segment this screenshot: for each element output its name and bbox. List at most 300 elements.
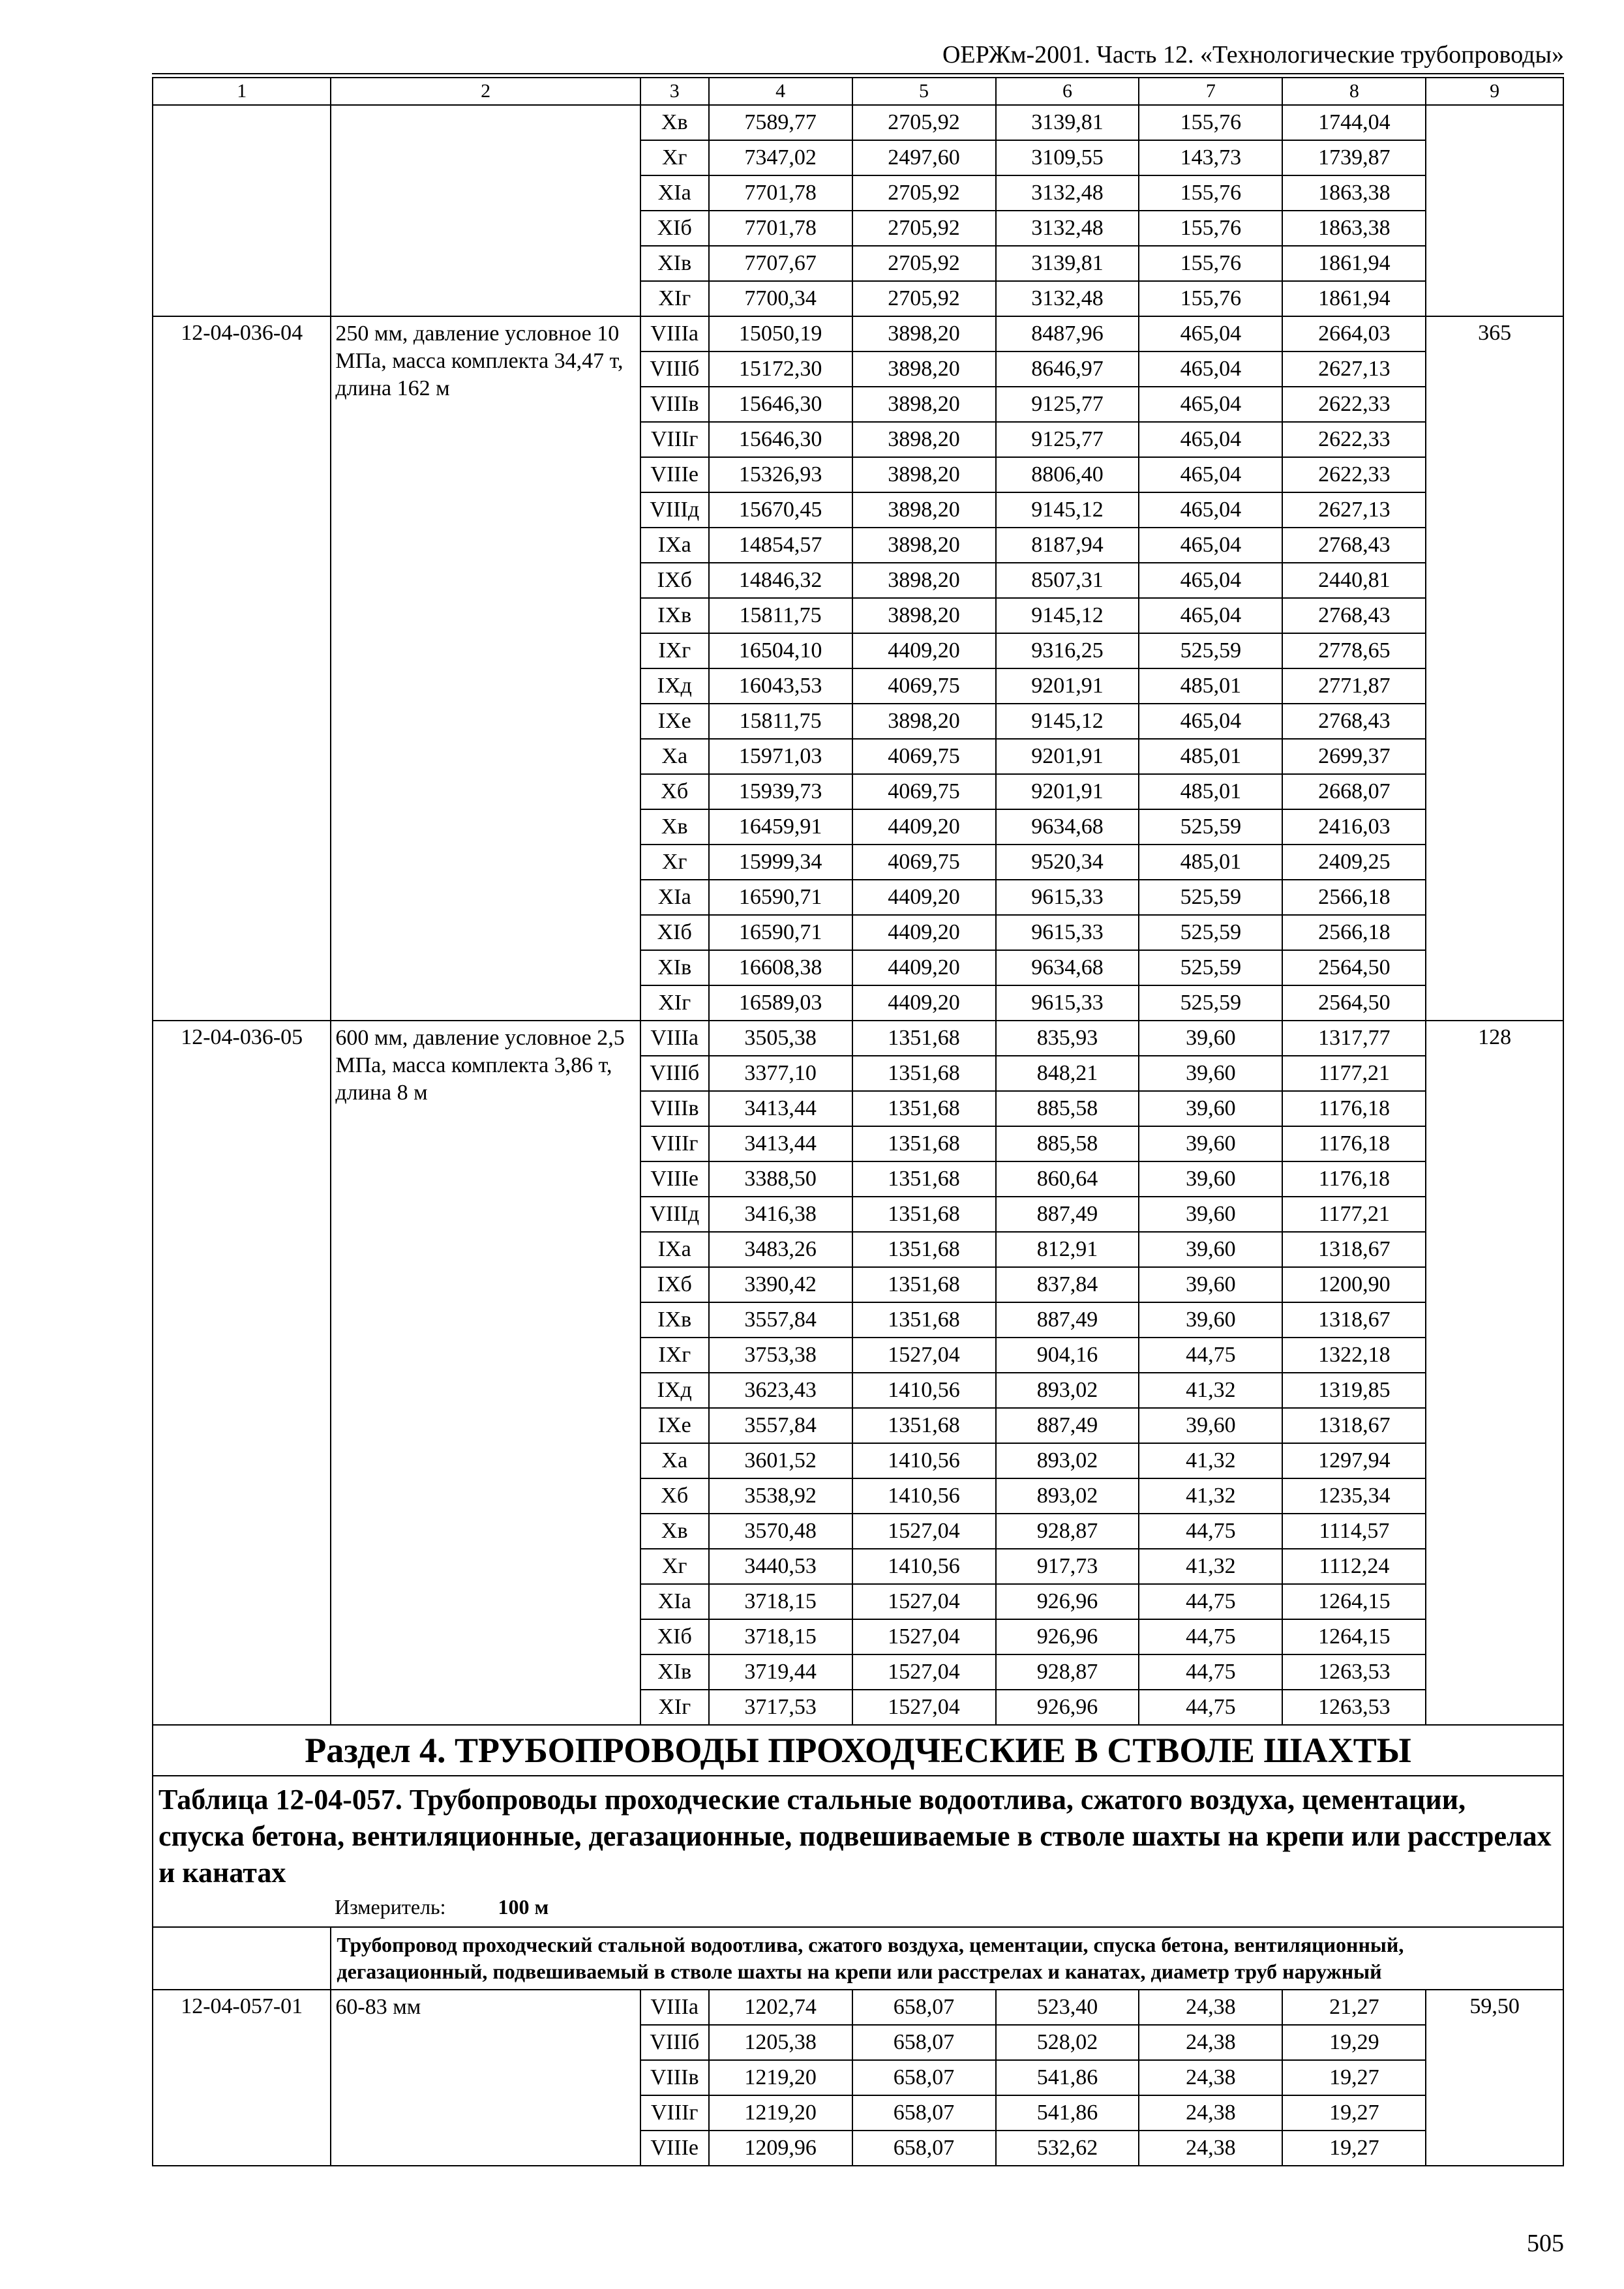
materials-cell: 1264,15: [1282, 1619, 1426, 1654]
wages-cell: 1351,68: [852, 1408, 996, 1443]
materials-cell: 1264,15: [1282, 1584, 1426, 1619]
column-number: 1: [153, 78, 331, 105]
total-cost-cell: 1219,20: [709, 2060, 852, 2095]
machines-cell: 848,21: [996, 1056, 1139, 1091]
machinist-wages-cell: 143,73: [1139, 140, 1282, 175]
machines-cell: 3132,48: [996, 211, 1139, 246]
total-cost-cell: 3440,53: [709, 1549, 852, 1584]
zone-cell: ХIв: [640, 246, 709, 281]
table-row: [153, 316, 1563, 352]
machinist-wages-cell: 44,75: [1139, 1338, 1282, 1373]
materials-cell: 2699,37: [1282, 739, 1426, 774]
materials-cell: 2668,07: [1282, 774, 1426, 809]
wages-cell: 3898,20: [852, 563, 996, 598]
materials-cell: 1200,90: [1282, 1267, 1426, 1302]
materials-cell: 1176,18: [1282, 1091, 1426, 1126]
machines-cell: 8487,96: [996, 316, 1139, 352]
wages-cell: 658,07: [852, 1990, 996, 2025]
materials-cell: 2622,33: [1282, 422, 1426, 457]
wages-cell: 4409,20: [852, 880, 996, 915]
wages-cell: 3898,20: [852, 387, 996, 422]
machinist-wages-cell: 155,76: [1139, 175, 1282, 211]
machinist-wages-cell: 155,76: [1139, 211, 1282, 246]
zone-cell: IХв: [640, 1302, 709, 1338]
section-row: [153, 1725, 1563, 1776]
machinist-wages-cell: 41,32: [1139, 1373, 1282, 1408]
materials-cell: 2771,87: [1282, 668, 1426, 704]
materials-cell: 2564,50: [1282, 985, 1426, 1021]
machinist-wages-cell: 44,75: [1139, 1514, 1282, 1549]
wages-cell: 2497,60: [852, 140, 996, 175]
total-cost-cell: 15939,73: [709, 774, 852, 809]
description-cell: 60-83 мм: [331, 1990, 640, 2166]
machines-cell: 9615,33: [996, 985, 1139, 1021]
machines-cell: 9316,25: [996, 633, 1139, 668]
machines-cell: 887,49: [996, 1197, 1139, 1232]
wages-cell: 658,07: [852, 2095, 996, 2131]
machinist-wages-cell: 39,60: [1139, 1267, 1282, 1302]
total-cost-cell: 3413,44: [709, 1091, 852, 1126]
table-title-cell: [153, 1776, 1563, 1927]
wages-cell: 4409,20: [852, 950, 996, 985]
machines-cell: 8507,31: [996, 563, 1139, 598]
zone-cell: ХIа: [640, 1584, 709, 1619]
materials-cell: 2564,50: [1282, 950, 1426, 985]
zone-cell: VIIIа: [640, 1021, 709, 1056]
wages-cell: 4409,20: [852, 915, 996, 950]
total-cost-cell: 3557,84: [709, 1302, 852, 1338]
materials-cell: 19,27: [1282, 2060, 1426, 2095]
price-cell: 365: [1426, 316, 1563, 1021]
wages-cell: 4069,75: [852, 739, 996, 774]
price-cell: 59,50: [1426, 1990, 1563, 2166]
section-title: Раздел 4. ТРУБОПРОВОДЫ ПРОХОДЧЕСКИЕ В СТВОЛЕ ШАХТЫ: [153, 1725, 1563, 1776]
zone-cell: VIIIа: [640, 316, 709, 352]
wages-cell: 1351,68: [852, 1267, 996, 1302]
machines-cell: 885,58: [996, 1091, 1139, 1126]
wages-cell: 1410,56: [852, 1443, 996, 1478]
total-cost-cell: 15326,93: [709, 457, 852, 492]
machinist-wages-cell: 39,60: [1139, 1197, 1282, 1232]
machinist-wages-cell: 485,01: [1139, 774, 1282, 809]
wages-cell: 4409,20: [852, 809, 996, 845]
materials-cell: 1297,94: [1282, 1443, 1426, 1478]
materials-cell: 1263,53: [1282, 1690, 1426, 1725]
machines-cell: 3139,81: [996, 246, 1139, 281]
machines-cell: 9201,91: [996, 739, 1139, 774]
wages-cell: 1527,04: [852, 1619, 996, 1654]
zone-cell: ХIв: [640, 950, 709, 985]
machinist-wages-cell: 41,32: [1139, 1549, 1282, 1584]
column-number: 6: [996, 78, 1139, 105]
total-cost-cell: 3483,26: [709, 1232, 852, 1267]
table-row: [153, 1021, 1563, 1056]
machinist-wages-cell: 39,60: [1139, 1021, 1282, 1056]
total-cost-cell: 16043,53: [709, 668, 852, 704]
wages-cell: 4069,75: [852, 668, 996, 704]
machines-cell: 9634,68: [996, 809, 1139, 845]
machines-cell: 917,73: [996, 1549, 1139, 1584]
machines-cell: 860,64: [996, 1161, 1139, 1197]
measure-line: [335, 1894, 1557, 1920]
machinist-wages-cell: 465,04: [1139, 704, 1282, 739]
machinist-wages-cell: 24,38: [1139, 1990, 1282, 2025]
materials-cell: 2622,33: [1282, 457, 1426, 492]
wages-cell: 2705,92: [852, 211, 996, 246]
machines-cell: 893,02: [996, 1373, 1139, 1408]
machinist-wages-cell: 155,76: [1139, 246, 1282, 281]
column-number-row: [153, 78, 1563, 105]
total-cost-cell: 3753,38: [709, 1338, 852, 1373]
total-cost-cell: 16590,71: [709, 880, 852, 915]
wages-cell: 4409,20: [852, 985, 996, 1021]
machinist-wages-cell: 44,75: [1139, 1690, 1282, 1725]
zone-cell: IХе: [640, 704, 709, 739]
wages-cell: 1351,68: [852, 1091, 996, 1126]
total-cost-cell: 3718,15: [709, 1619, 852, 1654]
wages-cell: 1351,68: [852, 1302, 996, 1338]
page-number: 505: [1527, 2230, 1564, 2257]
wages-cell: 1527,04: [852, 1514, 996, 1549]
zone-cell: ХIв: [640, 1654, 709, 1690]
total-cost-cell: 15811,75: [709, 598, 852, 633]
wages-cell: 4069,75: [852, 845, 996, 880]
subheading-text: Трубопровод проходческий стальной водоотлива, сжатого воздуха, цементации, спуска бетона, вентиляционный, дегазационный, подвешиваемый в стволе шахты на крепи или расстрелах и канатах, диаметр труб наружный: [337, 1933, 1404, 1983]
total-cost-cell: 15971,03: [709, 739, 852, 774]
machines-cell: 9201,91: [996, 668, 1139, 704]
zone-cell: IХб: [640, 563, 709, 598]
wages-cell: 3898,20: [852, 598, 996, 633]
machinist-wages-cell: 44,75: [1139, 1619, 1282, 1654]
machinist-wages-cell: 485,01: [1139, 668, 1282, 704]
zone-cell: Хб: [640, 774, 709, 809]
wages-cell: 4409,20: [852, 633, 996, 668]
column-number: 4: [709, 78, 852, 105]
wages-cell: 4069,75: [852, 774, 996, 809]
column-number: 7: [1139, 78, 1282, 105]
wages-cell: 1410,56: [852, 1478, 996, 1514]
materials-cell: 1739,87: [1282, 140, 1426, 175]
code-cell: 12-04-036-04: [153, 316, 331, 1021]
wages-cell: 658,07: [852, 2025, 996, 2060]
materials-cell: 1177,21: [1282, 1056, 1426, 1091]
total-cost-cell: 15646,30: [709, 422, 852, 457]
wages-cell: 1410,56: [852, 1549, 996, 1584]
table-title-row: [153, 1776, 1563, 1927]
total-cost-cell: 1219,20: [709, 2095, 852, 2131]
wages-cell: 1351,68: [852, 1232, 996, 1267]
materials-cell: 2440,81: [1282, 563, 1426, 598]
machinist-wages-cell: 41,32: [1139, 1443, 1282, 1478]
zone-cell: VIIIа: [640, 1990, 709, 2025]
materials-cell: 1318,67: [1282, 1232, 1426, 1267]
column-number: 3: [640, 78, 709, 105]
machines-cell: 9145,12: [996, 704, 1139, 739]
zone-cell: VIIIв: [640, 1091, 709, 1126]
wages-cell: 3898,20: [852, 457, 996, 492]
zone-cell: ХIг: [640, 1690, 709, 1725]
table-body: [153, 78, 1563, 2166]
zone-cell: Хб: [640, 1478, 709, 1514]
zone-cell: IХа: [640, 528, 709, 563]
wages-cell: 3898,20: [852, 316, 996, 352]
zone-cell: IХд: [640, 1373, 709, 1408]
materials-cell: 1318,67: [1282, 1302, 1426, 1338]
machines-cell: 541,86: [996, 2060, 1139, 2095]
zone-cell: VIIIв: [640, 2060, 709, 2095]
column-number: 9: [1426, 78, 1563, 105]
zone-cell: ХIг: [640, 281, 709, 316]
materials-cell: 1318,67: [1282, 1408, 1426, 1443]
zone-cell: Хв: [640, 809, 709, 845]
machines-cell: 3139,81: [996, 105, 1139, 140]
materials-cell: 1744,04: [1282, 105, 1426, 140]
code-cell: [153, 105, 331, 316]
materials-cell: 2664,03: [1282, 316, 1426, 352]
machinist-wages-cell: 485,01: [1139, 739, 1282, 774]
machinist-wages-cell: 39,60: [1139, 1161, 1282, 1197]
wages-cell: 1351,68: [852, 1056, 996, 1091]
machines-cell: 885,58: [996, 1126, 1139, 1161]
zone-cell: IХд: [640, 668, 709, 704]
machinist-wages-cell: 44,75: [1139, 1584, 1282, 1619]
materials-cell: 1177,21: [1282, 1197, 1426, 1232]
wages-cell: 3898,20: [852, 492, 996, 528]
machinist-wages-cell: 485,01: [1139, 845, 1282, 880]
total-cost-cell: 7589,77: [709, 105, 852, 140]
machinist-wages-cell: 465,04: [1139, 316, 1282, 352]
zone-cell: VIIIг: [640, 2095, 709, 2131]
machinist-wages-cell: 41,32: [1139, 1478, 1282, 1514]
column-number: 5: [852, 78, 996, 105]
zone-cell: VIIIб: [640, 1056, 709, 1091]
materials-cell: 1319,85: [1282, 1373, 1426, 1408]
machines-cell: 9201,91: [996, 774, 1139, 809]
machines-cell: 541,86: [996, 2095, 1139, 2131]
zone-cell: IХг: [640, 1338, 709, 1373]
total-cost-cell: 15811,75: [709, 704, 852, 739]
machinist-wages-cell: 465,04: [1139, 457, 1282, 492]
zone-cell: ХIб: [640, 211, 709, 246]
materials-cell: 1263,53: [1282, 1654, 1426, 1690]
machines-cell: 3132,48: [996, 175, 1139, 211]
machines-cell: 532,62: [996, 2131, 1139, 2166]
machinist-wages-cell: 44,75: [1139, 1654, 1282, 1690]
machinist-wages-cell: 39,60: [1139, 1232, 1282, 1267]
machines-cell: 887,49: [996, 1408, 1139, 1443]
machines-cell: 3109,55: [996, 140, 1139, 175]
machines-cell: 9145,12: [996, 492, 1139, 528]
machinist-wages-cell: 525,59: [1139, 633, 1282, 668]
zone-cell: IХв: [640, 598, 709, 633]
machines-cell: 926,96: [996, 1690, 1139, 1725]
materials-cell: 1322,18: [1282, 1338, 1426, 1373]
materials-cell: 1863,38: [1282, 175, 1426, 211]
materials-cell: 1861,94: [1282, 246, 1426, 281]
wages-cell: 1527,04: [852, 1690, 996, 1725]
machines-cell: 928,87: [996, 1654, 1139, 1690]
zone-cell: Хг: [640, 140, 709, 175]
wages-cell: 1351,68: [852, 1161, 996, 1197]
machines-cell: 837,84: [996, 1267, 1139, 1302]
wages-cell: 658,07: [852, 2060, 996, 2095]
total-cost-cell: 16459,91: [709, 809, 852, 845]
zone-cell: VIIIб: [640, 352, 709, 387]
machinist-wages-cell: 24,38: [1139, 2025, 1282, 2060]
running-header: ОЕРЖм-2001. Часть 12. «Технологические трубопроводы»: [942, 41, 1564, 68]
zone-cell: Ха: [640, 1443, 709, 1478]
materials-cell: 1235,34: [1282, 1478, 1426, 1514]
column-number: 8: [1282, 78, 1426, 105]
total-cost-cell: 1202,74: [709, 1990, 852, 2025]
machinist-wages-cell: 39,60: [1139, 1126, 1282, 1161]
materials-cell: 19,29: [1282, 2025, 1426, 2060]
total-cost-cell: 16504,10: [709, 633, 852, 668]
zone-cell: ХIб: [640, 1619, 709, 1654]
machines-cell: 9615,33: [996, 880, 1139, 915]
materials-cell: 1176,18: [1282, 1161, 1426, 1197]
wages-cell: 1351,68: [852, 1197, 996, 1232]
materials-cell: 1317,77: [1282, 1021, 1426, 1056]
machines-cell: 835,93: [996, 1021, 1139, 1056]
price-cell: 128: [1426, 1021, 1563, 1725]
total-cost-cell: 3413,44: [709, 1126, 852, 1161]
machinist-wages-cell: 525,59: [1139, 915, 1282, 950]
wages-cell: 1410,56: [852, 1373, 996, 1408]
total-cost-cell: 7707,67: [709, 246, 852, 281]
wages-cell: 3898,20: [852, 422, 996, 457]
machines-cell: 528,02: [996, 2025, 1139, 2060]
total-cost-cell: 1209,96: [709, 2131, 852, 2166]
materials-cell: 1863,38: [1282, 211, 1426, 246]
total-cost-cell: 3570,48: [709, 1514, 852, 1549]
total-cost-cell: 14846,32: [709, 563, 852, 598]
machines-cell: 9125,77: [996, 387, 1139, 422]
zone-cell: VIIIг: [640, 1126, 709, 1161]
wages-cell: 1527,04: [852, 1654, 996, 1690]
zone-cell: VIIIе: [640, 1161, 709, 1197]
machines-cell: 928,87: [996, 1514, 1139, 1549]
zone-cell: IХг: [640, 633, 709, 668]
materials-cell: 2416,03: [1282, 809, 1426, 845]
description-cell: [331, 105, 640, 316]
table-row: [153, 105, 1563, 140]
total-cost-cell: 16589,03: [709, 985, 852, 1021]
subheading-cell: [331, 1927, 1563, 1990]
machines-cell: 9634,68: [996, 950, 1139, 985]
materials-cell: 1176,18: [1282, 1126, 1426, 1161]
machines-cell: 893,02: [996, 1443, 1139, 1478]
machinist-wages-cell: 465,04: [1139, 422, 1282, 457]
machinist-wages-cell: 465,04: [1139, 352, 1282, 387]
description-cell: 600 мм, давление условное 2,5 МПа, масса комплекта 3,86 т, длина 8 м: [331, 1021, 640, 1725]
machinist-wages-cell: 465,04: [1139, 598, 1282, 633]
materials-cell: 21,27: [1282, 1990, 1426, 2025]
zone-cell: Хв: [640, 105, 709, 140]
materials-cell: 2768,43: [1282, 704, 1426, 739]
machines-cell: 9520,34: [996, 845, 1139, 880]
total-cost-cell: 3601,52: [709, 1443, 852, 1478]
zone-cell: Ха: [640, 739, 709, 774]
price-table: [152, 77, 1564, 2166]
machinist-wages-cell: 24,38: [1139, 2131, 1282, 2166]
materials-cell: 1114,57: [1282, 1514, 1426, 1549]
zone-cell: VIIIб: [640, 2025, 709, 2060]
materials-cell: 2778,65: [1282, 633, 1426, 668]
zone-cell: Хг: [640, 1549, 709, 1584]
zone-cell: VIIIв: [640, 387, 709, 422]
zone-cell: IХб: [640, 1267, 709, 1302]
total-cost-cell: 3390,42: [709, 1267, 852, 1302]
machinist-wages-cell: 465,04: [1139, 528, 1282, 563]
total-cost-cell: 3505,38: [709, 1021, 852, 1056]
machines-cell: 926,96: [996, 1584, 1139, 1619]
machinist-wages-cell: 39,60: [1139, 1091, 1282, 1126]
measure-unit: 100 м: [498, 1895, 549, 1919]
machinist-wages-cell: 525,59: [1139, 985, 1282, 1021]
zone-cell: IХа: [640, 1232, 709, 1267]
machinist-wages-cell: 465,04: [1139, 563, 1282, 598]
materials-cell: 1112,24: [1282, 1549, 1426, 1584]
machines-cell: 893,02: [996, 1478, 1139, 1514]
materials-cell: 2627,13: [1282, 352, 1426, 387]
total-cost-cell: 15670,45: [709, 492, 852, 528]
measure-label: Измеритель:: [335, 1895, 446, 1919]
wages-cell: 658,07: [852, 2131, 996, 2166]
total-cost-cell: 3388,50: [709, 1161, 852, 1197]
machinist-wages-cell: 155,76: [1139, 105, 1282, 140]
table-row: [153, 1990, 1563, 2025]
total-cost-cell: 7701,78: [709, 211, 852, 246]
machines-cell: 8187,94: [996, 528, 1139, 563]
wages-cell: 1527,04: [852, 1338, 996, 1373]
total-cost-cell: 3717,53: [709, 1690, 852, 1725]
materials-cell: 2409,25: [1282, 845, 1426, 880]
machines-cell: 523,40: [996, 1990, 1139, 2025]
total-cost-cell: 14854,57: [709, 528, 852, 563]
machines-cell: 9145,12: [996, 598, 1139, 633]
total-cost-cell: 16590,71: [709, 915, 852, 950]
zone-cell: VIIIг: [640, 422, 709, 457]
machinist-wages-cell: 39,60: [1139, 1302, 1282, 1338]
table-title: Таблица 12-04-057. Трубопроводы проходческие стальные водоотлива, сжатого воздуха, цементации, спуска бетона, вентиляционные, дегазационные, подвешиваемые в стволе шахты на крепи или расстрелах и канатах: [158, 1784, 1552, 1889]
materials-cell: 2566,18: [1282, 915, 1426, 950]
machines-cell: 926,96: [996, 1619, 1139, 1654]
total-cost-cell: 7700,34: [709, 281, 852, 316]
wages-cell: 1351,68: [852, 1021, 996, 1056]
zone-cell: Хг: [640, 845, 709, 880]
wages-cell: 3898,20: [852, 704, 996, 739]
total-cost-cell: 15646,30: [709, 387, 852, 422]
column-number: 2: [331, 78, 640, 105]
wages-cell: 3898,20: [852, 528, 996, 563]
price-cell: [1426, 105, 1563, 316]
total-cost-cell: 3538,92: [709, 1478, 852, 1514]
machines-cell: 8806,40: [996, 457, 1139, 492]
total-cost-cell: 3623,43: [709, 1373, 852, 1408]
wages-cell: 2705,92: [852, 175, 996, 211]
machinist-wages-cell: 465,04: [1139, 387, 1282, 422]
machinist-wages-cell: 525,59: [1139, 880, 1282, 915]
total-cost-cell: 7701,78: [709, 175, 852, 211]
total-cost-cell: 16608,38: [709, 950, 852, 985]
zone-cell: IХе: [640, 1408, 709, 1443]
materials-cell: 2566,18: [1282, 880, 1426, 915]
total-cost-cell: 15172,30: [709, 352, 852, 387]
machinist-wages-cell: 24,38: [1139, 2060, 1282, 2095]
total-cost-cell: 15999,34: [709, 845, 852, 880]
zone-cell: ХIг: [640, 985, 709, 1021]
